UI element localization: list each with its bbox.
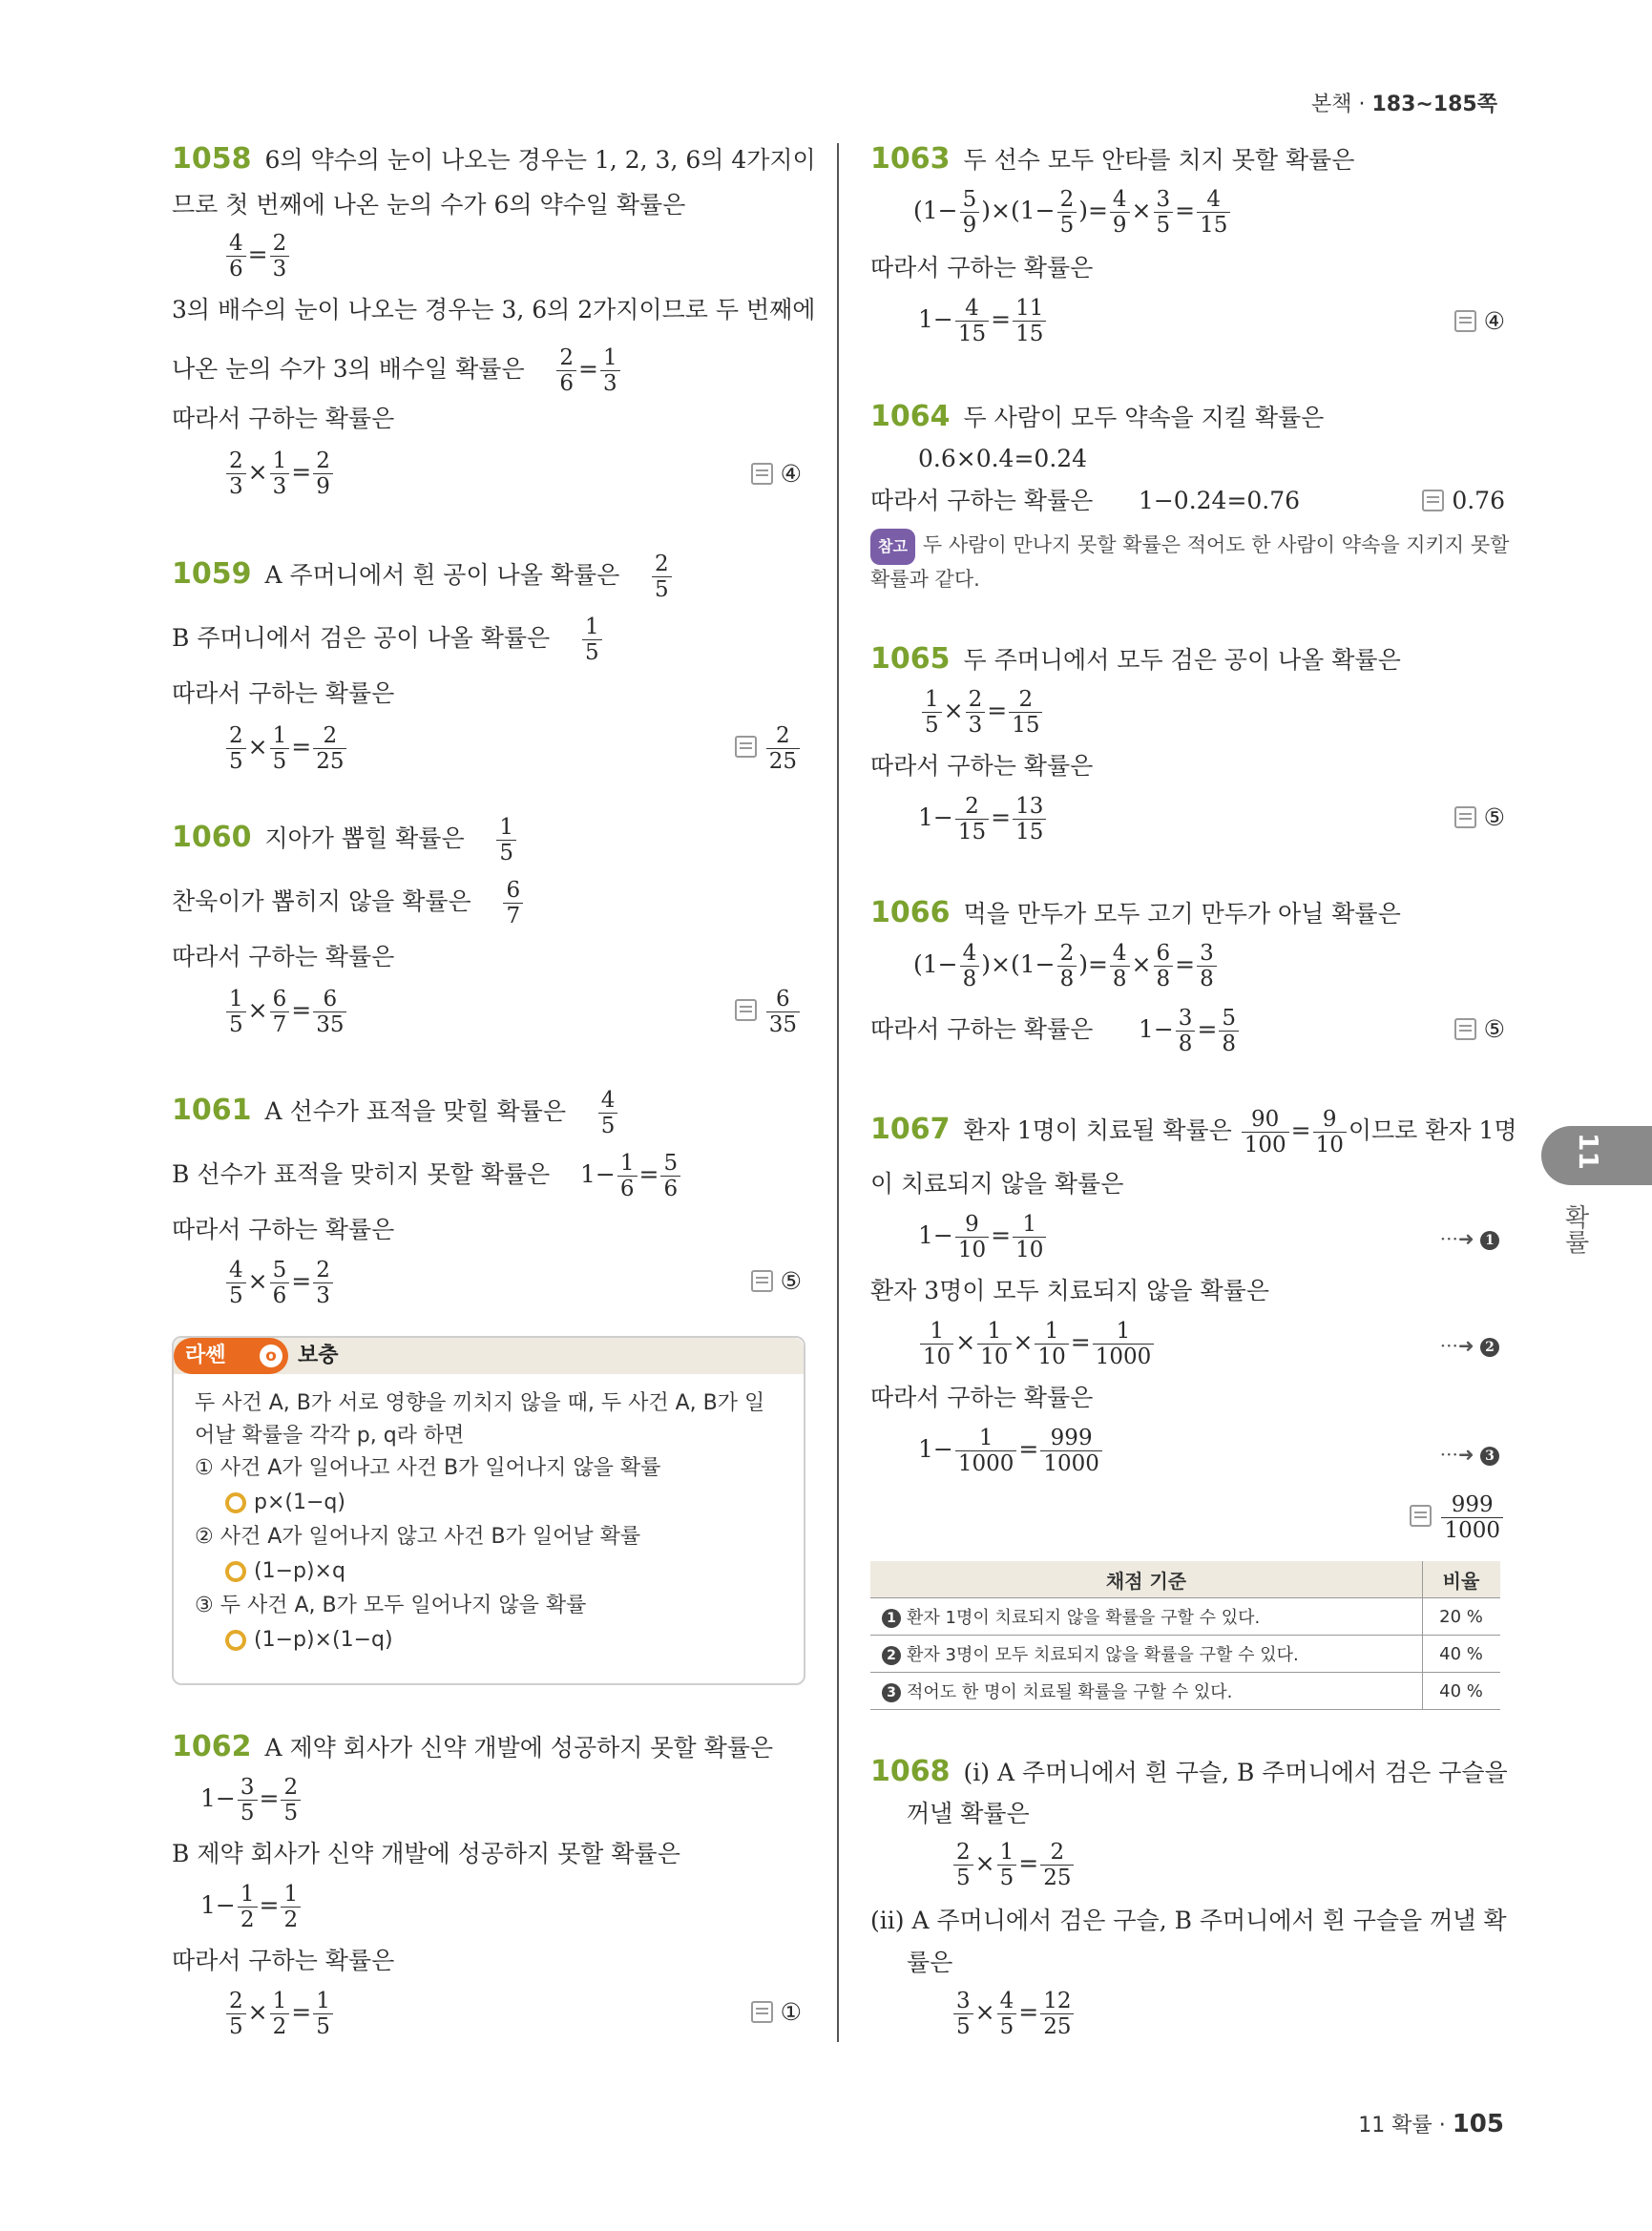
equation: $\frac{1}{5}$ × $\frac{6}{7}$ = $\frac{6}{35}$ — [224, 987, 348, 1037]
equation: (1− $\frac{5}{9}$ )×(1− $\frac{2}{5}$ )= $\frac{4}{9}$ × $\frac{3}{5}$ = $\frac{4}{15}$ — [913, 187, 1232, 238]
step-marker-2: ···➜ 2 — [1440, 1334, 1505, 1357]
equation: $\frac{4}{5}$ × $\frac{5}{6}$ = $\frac{2}{3}$ — [224, 1258, 335, 1308]
equation: $\frac{1}{10}$ × $\frac{1}{10}$ × $\frac{1}{10}$ = $\frac{1}{1000}$ — [918, 1319, 1156, 1369]
problem-1063: 1063 두 선수 모두 안타를 치지 못할 확률은 — [870, 142, 1355, 176]
equation: 1− $\frac{3}{5}$ = $\frac{2}{5}$ — [200, 1775, 303, 1825]
page-footer: 11 확률 · 105 — [1358, 2110, 1504, 2138]
page-header: 본책 · 183~185쪽 — [1310, 93, 1497, 116]
answer-1064: 0.76 — [1422, 485, 1505, 517]
bullet-icon — [225, 1630, 246, 1651]
equation: $\frac{2}{5}$ × $\frac{1}{5}$ = $\frac{2}{25}$ — [951, 1840, 1076, 1890]
table-row: 2 환자 3명이 모두 치료되지 않을 확률을 구할 수 있다. 40 % — [870, 1636, 1500, 1673]
answer-1065: ⑤ — [1454, 802, 1505, 834]
equation: 1− $\frac{9}{10}$ = $\frac{1}{10}$ — [918, 1212, 1048, 1262]
equation: $\frac{4}{6}$ = $\frac{2}{3}$ — [224, 231, 291, 281]
bullet-icon — [225, 1492, 246, 1513]
problem-1064: 1064 두 사람이 모두 약속을 지킬 확률은 — [870, 400, 1325, 433]
equation: 1− $\frac{1}{2}$ = $\frac{1}{2}$ — [200, 1882, 303, 1932]
answer-icon — [1410, 1505, 1432, 1527]
problem-1059: 1059 A 주머니에서 흰 공이 나올 확률은 $\frac{2}{5}$ — [172, 552, 674, 602]
equation: $\frac{2}{5}$ × $\frac{1}{5}$ = $\frac{2}{25}$ — [224, 723, 348, 774]
supplement-box: 라쎈 o 보충 두 사건 A, B가 서로 영향을 끼치지 않을 때, 두 사건 A, B가 일 어날 확률을 각각 p, q라 하면 ① 사건 A가 일어나고 사건 B가 일어나지 않을 확률 p×(1−q) ② 사건 A가 일어나지 않고 사건 B가 일어날 확률 (1−p)×q ③ 두 사건 A, B가 모두 일어나지 않을 확률 (1−p)×(1−q) — [172, 1336, 805, 1685]
equation: (1− $\frac{4}{8}$ )×(1− $\frac{2}{8}$ )= $\frac{4}{8}$ × $\frac{6}{8}$ = $\frac{3}{8}$ — [913, 941, 1219, 991]
equation: $\frac{1}{5}$ × $\frac{2}{3}$ = $\frac{2}{15}$ — [920, 687, 1044, 738]
answer-icon — [735, 736, 757, 758]
column-divider — [837, 143, 839, 2042]
equation: $\frac{2}{3}$ × $\frac{1}{3}$ = $\frac{2}{9}$ — [224, 448, 335, 499]
equation: $\frac{3}{5}$ × $\frac{4}{5}$ = $\frac{12}{25}$ — [951, 1989, 1076, 2039]
supplement-title: 보충 — [298, 1344, 339, 1367]
answer-1063: ④ — [1454, 305, 1505, 338]
problem-1061: 1061 A 선수가 표적을 맞힐 확률은 $\frac{4}{5}$ — [172, 1088, 619, 1138]
answer-icon — [1454, 806, 1476, 828]
answer-1061: ⑤ — [751, 1265, 802, 1298]
answer-1058: ④ — [751, 458, 802, 490]
equation: 1− $\frac{1}{1000}$ = $\frac{999}{1000}$ — [918, 1426, 1104, 1476]
answer-1067: $\frac{999}{1000}$ — [1410, 1492, 1505, 1543]
step-marker-1: ···➜ 1 — [1440, 1227, 1505, 1250]
chapter-label: 확률 — [1560, 1204, 1589, 1254]
answer-icon — [1422, 490, 1444, 511]
chapter-tab: 11 — [1541, 1126, 1652, 1185]
equation: $\frac{2}{5}$ × $\frac{1}{2}$ = $\frac{1}{5}$ — [224, 1989, 335, 2039]
answer-1066: ⑤ — [1454, 1013, 1505, 1046]
answer-icon — [751, 1270, 773, 1292]
problem-1058: 1058 6의 약수의 눈이 나오는 경우는 1, 2, 3, 6의 4가지이 — [172, 142, 816, 176]
problem-1060: 1060 지아가 뽑힐 확률은 $\frac{1}{5}$ — [172, 815, 518, 865]
answer-1062: ① — [751, 1996, 802, 2029]
supplement-badge: 라쎈 o — [174, 1338, 288, 1374]
problem-1067: 1067 환자 1명이 치료될 확률은 $\frac{90}{100}$ = $\frac{9}{10}$ 이므로 환자 1명 — [870, 1107, 1517, 1157]
bullet-icon — [225, 1561, 246, 1582]
note: 참고 두 사람이 만나지 못할 확률은 적어도 한 사람이 약속을 지키지 못할 — [870, 529, 1509, 565]
answer-1060: $\frac{6}{35}$ — [735, 987, 802, 1037]
table-row: 3 적어도 한 명이 치료될 확률을 구할 수 있다. 40 % — [870, 1673, 1500, 1710]
answer-icon — [751, 463, 773, 485]
table-header: 채점 기준 비율 — [870, 1561, 1500, 1598]
scoring-table — [870, 1561, 1500, 1710]
equation: 1− $\frac{2}{15}$ = $\frac{13}{15}$ — [918, 794, 1048, 844]
answer-icon — [735, 999, 757, 1021]
answer-icon — [751, 2001, 773, 2023]
problem-1068: 1068 (ⅰ) A 주머니에서 흰 구슬, B 주머니에서 검은 구슬을 — [870, 1755, 1508, 1788]
answer-icon — [1454, 310, 1476, 332]
equation: 1− $\frac{4}{15}$ = $\frac{11}{15}$ — [918, 296, 1048, 346]
problem-1065: 1065 두 주머니에서 모두 검은 공이 나올 확률은 — [870, 642, 1401, 676]
step-marker-3: ···➜ 3 — [1440, 1443, 1505, 1466]
answer-1059: $\frac{2}{25}$ — [735, 723, 802, 774]
problem-1062: 1062 A 제약 회사가 신약 개발에 성공하지 못할 확률은 — [172, 1730, 774, 1763]
table-row: 1 환자 1명이 치료되지 않을 확률을 구할 수 있다. 20 % — [870, 1598, 1500, 1636]
problem-1066: 1066 먹을 만두가 모두 고기 만두가 아닐 확률은 — [870, 896, 1401, 929]
answer-icon — [1454, 1018, 1476, 1040]
